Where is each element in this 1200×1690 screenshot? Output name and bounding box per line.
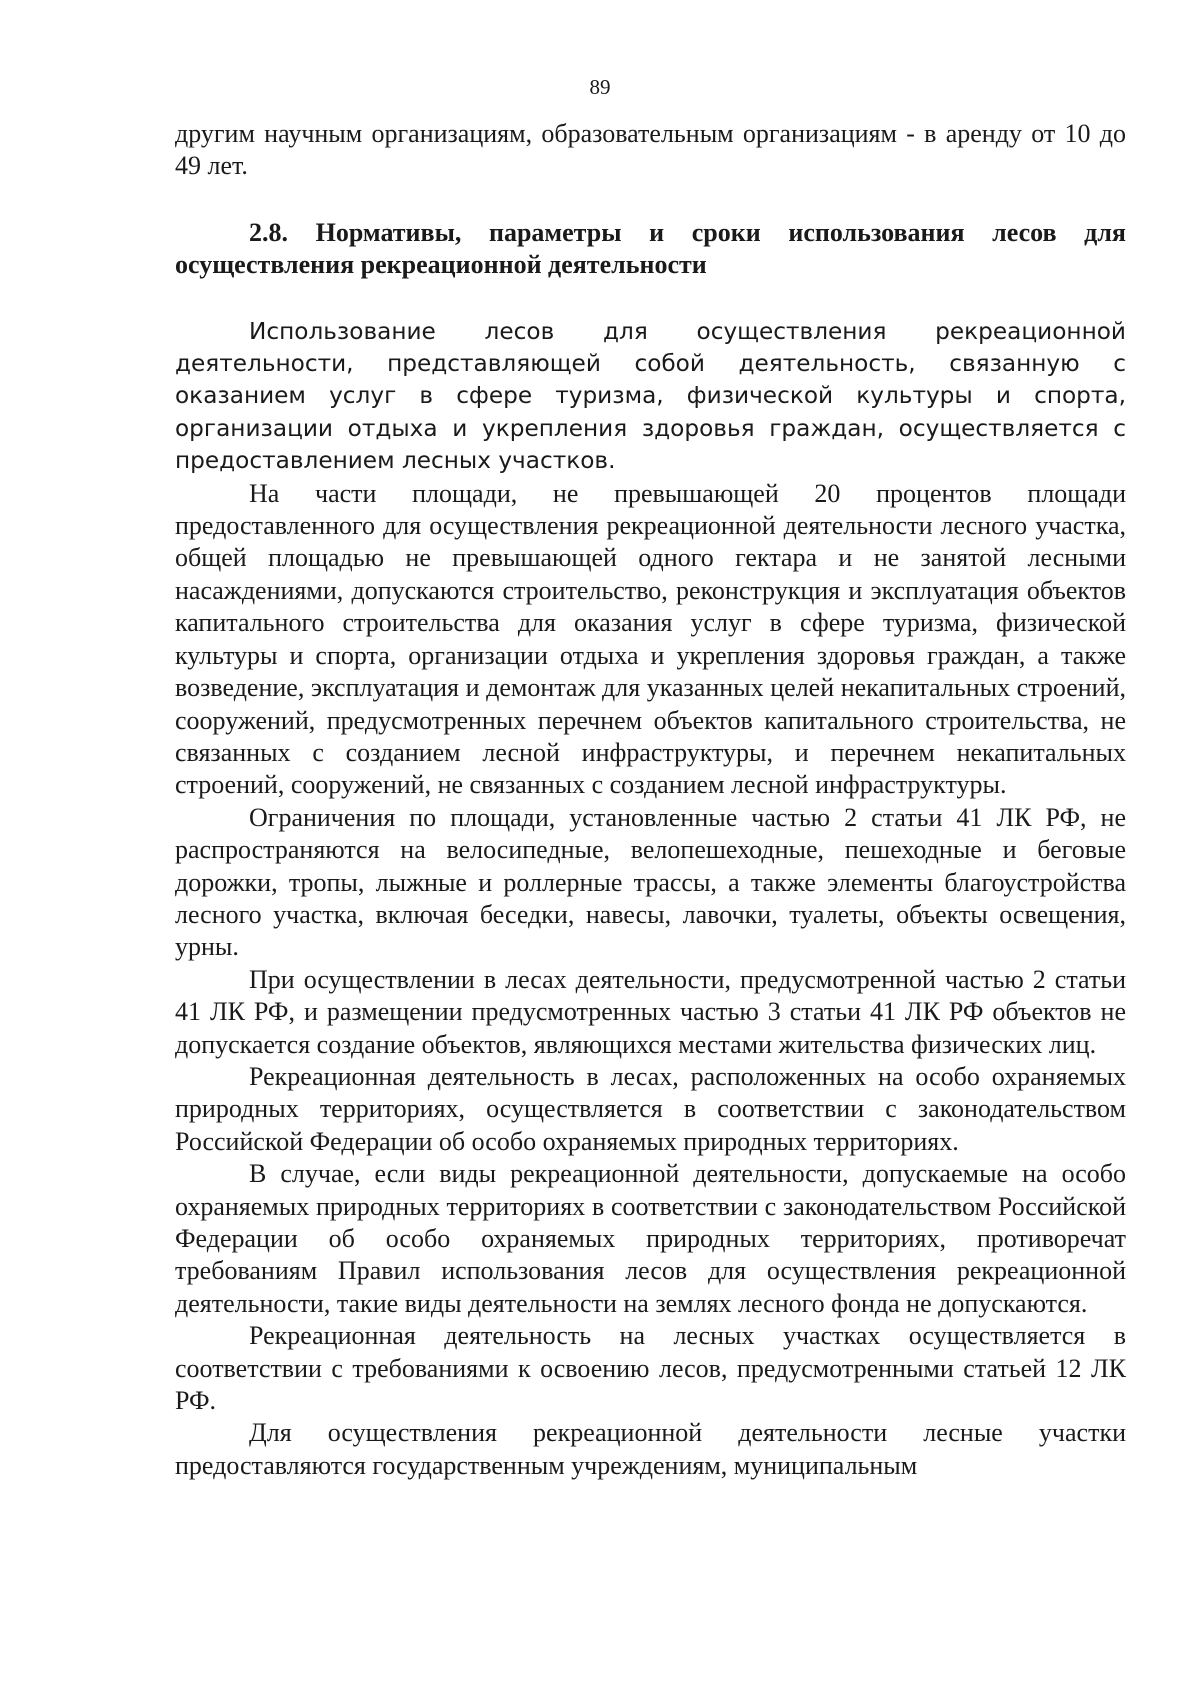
paragraph: Использование лесов для осуществления рекреационной деятельности, представляющей собой деятельность, связанную с оказанием услуг в сфере туризма, физической культуры и спорта, организации отдыха и укрепления здоровья граждан, осуществляется с предоставлением лесных участков. <box>175 317 1126 475</box>
paragraph: При осуществлении в лесах деятельности, предусмотренной частью 2 статьи 41 ЛК РФ, и размещении предусмотренных частью 3 статьи 41 ЛК РФ объектов не допускается создание объектов, являющихся местами жительства физических лиц. <box>175 964 1126 1059</box>
page-content <box>175 118 1126 1482</box>
paragraph: Для осуществления рекреационной деятельности лесные участки предоставляются государственным учреждениям, муниципальным <box>175 1418 1126 1480</box>
paragraph: Рекреационная деятельность в лесах, расположенных на особо охраняемых природных территориях, осуществляется в соответствии с законодательством Российской Федерации об особо охраняемых природных территориях. <box>175 1061 1126 1156</box>
paragraph: В случае, если виды рекреационной деятельности, допускаемые на особо охраняемых природных территориях в соответствии с законодательством Российской Федерации об особо охраняемых природных территориях, противоречат требованиям Правил использования лесов для осуществления рекреационной деятельности, такие виды деятельности на землях лесного фонда не допускаются. <box>175 1159 1126 1318</box>
paragraph: Ограничения по площади, установленные частью 2 статьи 41 ЛК РФ, не распространяются на велосипедные, велопешеходные, пешеходные и беговые дорожки, тропы, лыжные и роллерные трассы, а также элементы благоустройства лесного участка, включая беседки, навесы, лавочки, туалеты, объекты освещения, урны. <box>175 802 1126 962</box>
paragraph: Рекреационная деятельность на лесных участках осуществляется в соответствии с требованиями к освоению лесов, предусмотренными статьей 12 ЛК РФ. <box>175 1321 1126 1416</box>
continued-text: другим научным организациям, образовательным организациям - в аренду от 10 до 49 лет. <box>175 119 1126 181</box>
paragraph: На части площади, не превышающей 20 процентов площади предоставленного для осуществления рекреационной деятельности лесного участка, общей площадью не превышающей одного гектара и не занятой лесными насаждениями, допускаются строительство, реконструкция и эксплуатация объектов капитального строительства для оказания услуг в сфере туризма, физической культуры и спорта, организации отдыха и укрепления здоровья граждан, а также возведение, эксплуатация и демонтаж для указанных целей некапитальных строений, сооружений, предусмотренных перечнем объектов капитального строительства, не связанных с созданием лесной инфраструктуры, и перечнем некапитальных строений, сооружений, не связанных с созданием лесной инфраструктуры. <box>175 478 1126 800</box>
page-number: 89 <box>589 75 611 99</box>
section-heading: 2.8. Нормативы, параметры и сроки использования лесов для осуществления рекреационной деятельности <box>175 217 1126 280</box>
